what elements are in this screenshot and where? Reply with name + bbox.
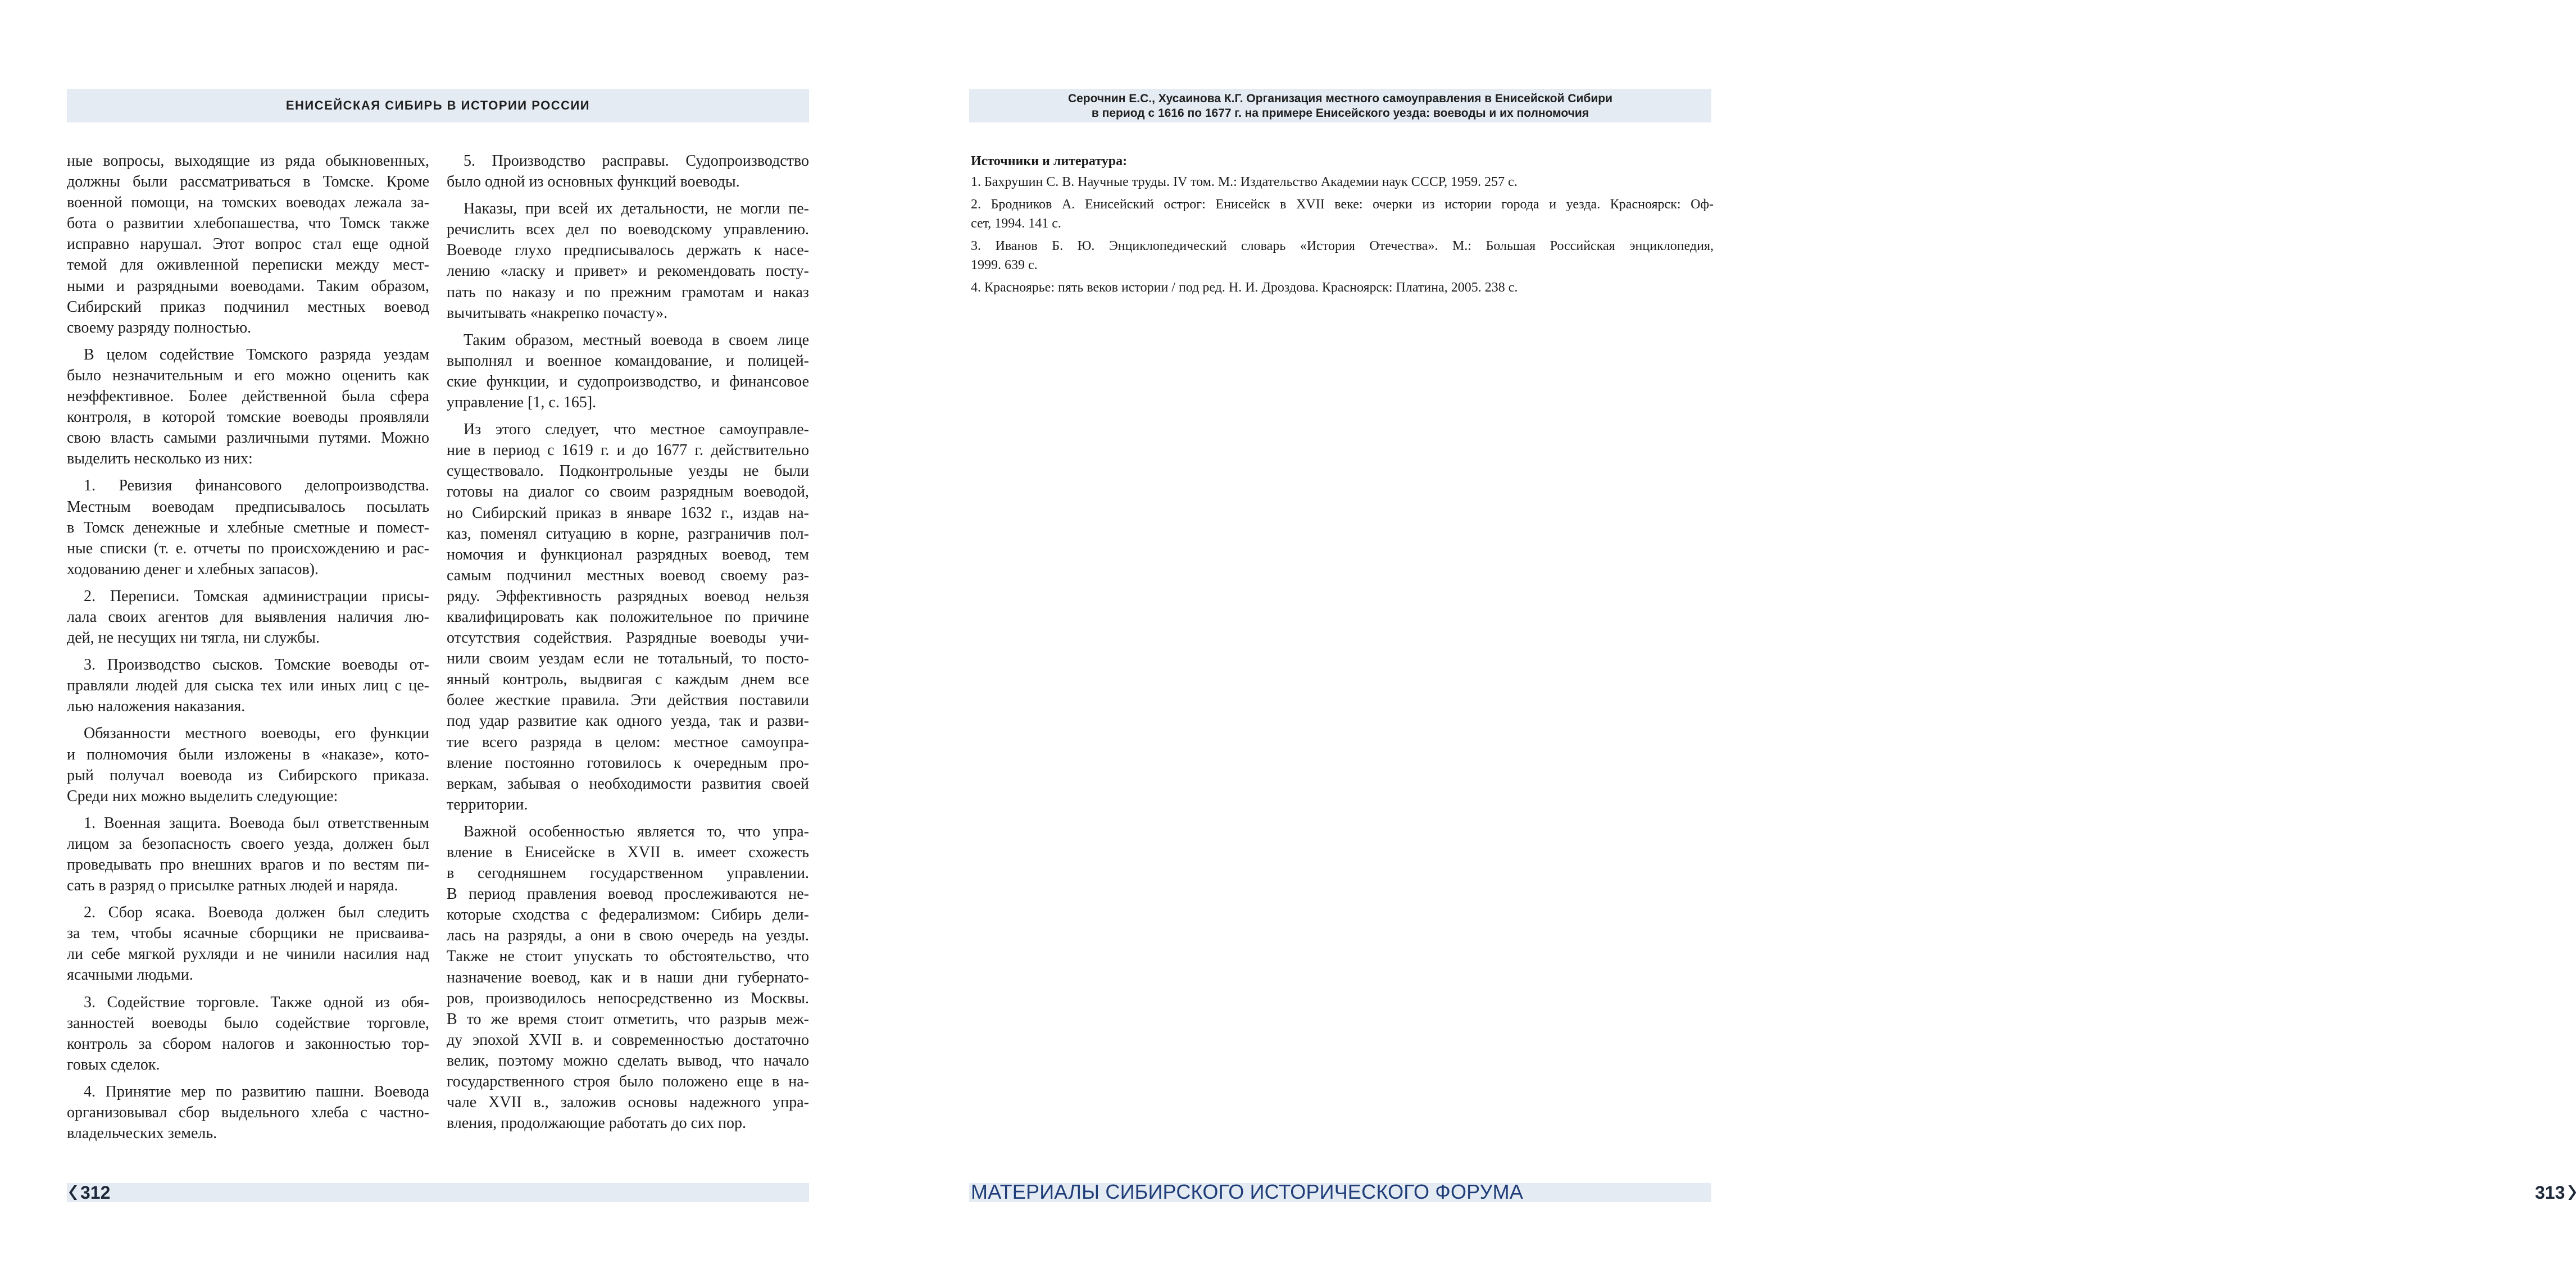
reference-item [971,195,1714,233]
text-line: проведывать про внешних врагов и по вестям пи- [67,856,429,873]
text-line: лению «ласку и привет» и рекомендовать посту- [447,262,809,280]
reference-line: 1. Бахрушин С. В. Научные труды. IV том. М.: Издательство Академии наук СССР, 1959. 257 с. [971,175,1518,189]
paragraph [67,475,429,579]
text-line: нили своим уездам если не тотальный, то посто- [447,650,809,668]
text-line: Воеводе глухо предписывалось держать к насе- [447,242,809,260]
text-line: занностей воеводы было содействие торговле, [67,1014,429,1032]
page-number-left-text: 312 [80,1182,111,1203]
text-line: лицом за безопасность своего уезда, должен был [67,835,429,853]
text-line: контроль за сбором налогов и законностью тор- [67,1035,429,1053]
text-line: 4. Принятие мер по развитию пашни. Воевода [84,1082,429,1100]
reference-line: 2. Бродников А. Енисейский острог: Енисейск в XVII веке: очерки из истории города и уезда. Красноярск: Оф- [971,197,1714,212]
text-line: под удар развитие как одного уезда, так и разви- [447,712,809,730]
running-head-right-line-2: в период с 1616 по 1677 г. на примере Енисейского уезда: воеводы и их полномочия [1091,107,1589,120]
text-line: контроля, в которой томские воеводы проявляли [67,408,429,426]
text-line: которые сходства с федерализмом: Сибирь дели- [447,906,809,924]
text-line: лась на разряды, а они в свою очередь на уезды. [447,927,809,945]
paragraph [67,902,429,985]
text-line: отсутствия содействия. Разрядные воеводы учи- [447,629,809,647]
text-line: ние в период с 1619 г. и до 1677 г. действительно [447,442,809,459]
text-line: лала своих агентов для выявления наличия лю- [67,608,429,626]
text-line: территории. [447,795,528,813]
text-line: 3. Содействие торговле. Также одной из обя- [84,993,429,1011]
text-line: за тем, чтобы ясачные сборщики не присваива- [67,925,429,943]
text-line: 3. Производство сысков. Томские воеводы от- [84,656,429,674]
paragraph [447,419,809,815]
references-list [971,172,1714,297]
text-line: назначение воевод, как и в наши дни губернато- [447,968,809,986]
reference-line: 1999. 639 с. [971,258,1038,272]
text-line: вление в Енисейске в XVII в. имеет схожесть [447,844,809,861]
text-line: ли себе мягкой рухляди и не чинили насилия над [67,945,429,963]
paragraph [67,151,429,338]
text-line: управление [1, с. 165]. [447,394,597,412]
text-line: темой для оживленной переписки между мест- [67,256,429,274]
text-line: государственного строя было положено еще в на- [447,1073,809,1091]
text-line: владельческих земель. [67,1125,217,1143]
text-line: ные списки (т. е. отчеты по происхождению и рас- [67,539,429,557]
text-line: квалифицировать как положительное по причине [447,608,809,626]
text-line: В период правления воевод прослеживаются не- [447,885,809,903]
paragraph [447,821,809,1134]
left-page [0,0,885,1283]
page-number-right-text: 313 [2535,1182,2565,1203]
text-line: в сегодняшнем государственном управлении. [447,865,809,882]
text-line: 2. Переписи. Томская администрации присы- [84,587,429,605]
page-number-left [69,1181,110,1204]
footer-band-left [67,1183,809,1202]
running-head-right [969,89,1711,122]
text-line: неэффективное. Более действенной была сфера [67,388,429,406]
text-line: выполнял и военное командование, и полицей- [447,352,809,370]
paragraph [67,654,429,717]
reference-item [971,278,1714,297]
running-head-left: ЕНИСЕЙСКАЯ СИБИРЬ В ИСТОРИИ РОССИИ [67,89,809,122]
text-line: рый получал воевода из Сибирского приказа. [67,766,429,784]
reference-line: 3. Иванов Б. Ю. Энциклопедический словарь «История Отечества». М.: Большая Российская энциклопедия, [971,239,1714,253]
text-line: вление постоянно готовилось к очередным про- [447,754,809,772]
text-line: ходованию денег и хлебных запасов). [67,560,319,578]
text-line: Среди них можно выделить следующие: [67,787,338,805]
text-line: ду эпохой XVII в. и современностью достаточно [447,1031,809,1049]
text-line: выделить несколько из них: [67,450,253,468]
text-line: самым подчинил местных воевод своему раз- [447,566,809,584]
text-line: в Томск денежные и хлебные сметные и помест- [67,518,429,536]
text-line: 2. Сбор ясака. Воевода должен был следить [84,904,429,922]
paragraph [67,1081,429,1144]
text-line: было незначительным и его можно оценить как [67,366,429,384]
paragraph [447,330,809,413]
running-head-right-line-1: Серочнин Е.С., Хусаинова К.Г. Организация местного самоуправления в Енисейской Сибири [1067,92,1613,105]
text-line: исправно нарушал. Этот вопрос стал еще одной [67,235,429,253]
text-line: В то же время стоит отметить, что разрыв меж- [447,1010,809,1028]
text-line: велик, поэтому можно сделать вывод, что начало [447,1052,809,1070]
text-line: Наказы, при всей их детальности, не могли пе- [464,200,809,218]
text-line: своему разряду полностью. [67,319,252,336]
text-line: но Сибирский приказ в январе 1632 г., издав на- [447,504,809,522]
text-line: должны были рассматриваться в Томске. Кроме [67,173,429,191]
text-line: организовывал сбор выдельного хлеба с частно- [67,1104,429,1122]
text-line: военной помощи, на томских воеводах лежала за- [67,194,429,212]
text-line: Из этого следует, что местное самоуправле- [464,421,809,439]
text-line: вления, продолжающие работать до сих пор. [447,1114,747,1132]
journal-footer-title: МАТЕРИАЛЫ СИБИРСКОГО ИСТОРИЧЕСКОГО ФОРУМА [971,1180,1524,1203]
text-line: вычитывать «накрепко почасту». [447,304,668,322]
references-section [971,152,1714,301]
text-line: свою власть самыми различными путями. Можно [67,429,429,447]
text-line: ров, производилось непосредственно из Москвы. [447,989,809,1007]
text-line: и полномочия были изложены в «наказе», кото- [67,745,429,763]
text-line: Также не стоит упускать то обстоятельство, что [447,948,809,966]
text-line: ными и разрядными воеводами. Таким образом, [67,277,429,295]
chevron-left-icon [69,1185,77,1200]
text-line: В целом содействие Томского разряда уездам [84,345,429,363]
text-line: говых сделок. [67,1055,160,1073]
paragraph [447,198,809,324]
reference-item [971,172,1714,192]
text-line: ные вопросы, выходящие из ряда обыкновенных, [67,152,429,170]
paragraph [67,813,429,896]
text-line: сать в разряд о присылке ратных людей и наряда. [67,877,398,895]
text-line: янный контроль, выдвигая с каждым днем все [447,671,809,689]
text-line: готовы на диалог со своим разрядным воеводой, [447,483,809,501]
reference-line: 4. Красноярье: пять веков истории / под ред. Н. И. Дроздова. Красноярск: Платина, 2005. 238 с. [971,280,1518,295]
text-line: каз, поменял ситуацию в корне, разграничив пол- [447,525,809,543]
text-line: речислить всех дел по воеводскому управлению. [447,221,809,239]
reference-item [971,236,1714,275]
text-line: более жесткие правила. Эти действия поставили [447,691,809,709]
chevron-right-icon [2568,1185,2576,1200]
page-number-right [2535,1181,2576,1204]
text-line: 5. Производство расправы. Судопроизводство [464,152,809,170]
references-title: Источники и литература: [971,154,1128,169]
reference-line: сет, 1994. 141 с. [971,216,1061,231]
text-line: 1. Ревизия финансового делопроизводства. [84,477,429,495]
text-line: номочия и функционал разрядных воевод, тем [447,545,809,563]
text-line: ские функции, и судопроизводство, и финансовое [447,372,809,390]
text-line: существовало. Подконтрольные уезды не были [447,462,809,480]
text-line: Таким образом, местный воевода в своем лице [464,331,809,349]
text-line: ряду. Эффективность разрядных воевод нельзя [447,587,809,605]
text-line: 1. Военная защита. Воевода был ответственным [84,814,429,832]
text-column-1 [67,151,429,1150]
paragraph [447,151,809,192]
text-line: пать по наказу и по прежним грамотам и наказ [447,283,809,301]
paragraph [67,344,429,470]
paragraph [67,992,429,1075]
text-column-2 [447,151,809,1140]
text-line: было одной из основных функций воеводы. [447,173,740,191]
text-line: дей, не несущих ни тягла, ни службы. [67,629,320,647]
paragraph [67,723,429,806]
text-line: правляли людей для сыска тех или иных лиц с це- [67,677,429,695]
text-line: Обязанности местного воеводы, его функции [84,725,429,743]
paragraph [67,586,429,648]
text-line: ясачными людьми. [67,966,193,984]
text-line: Сибирский приказ подчинил местных воевод [67,298,429,316]
text-line: чале XVII в., заложив основы надежного упра- [447,1094,809,1112]
text-line: лью наложения наказания. [67,698,246,716]
text-line: тие всего разряда в целом: местное самоупра- [447,733,809,751]
text-line: веркам, забывая о необходимости развития своей [447,775,809,793]
text-line: Местным воеводам предписывалось посылать [67,498,429,516]
text-line: бота о развитии хлебопашества, что Томск также [67,215,429,233]
text-line: Важной особенностью является то, что упра- [464,822,809,840]
